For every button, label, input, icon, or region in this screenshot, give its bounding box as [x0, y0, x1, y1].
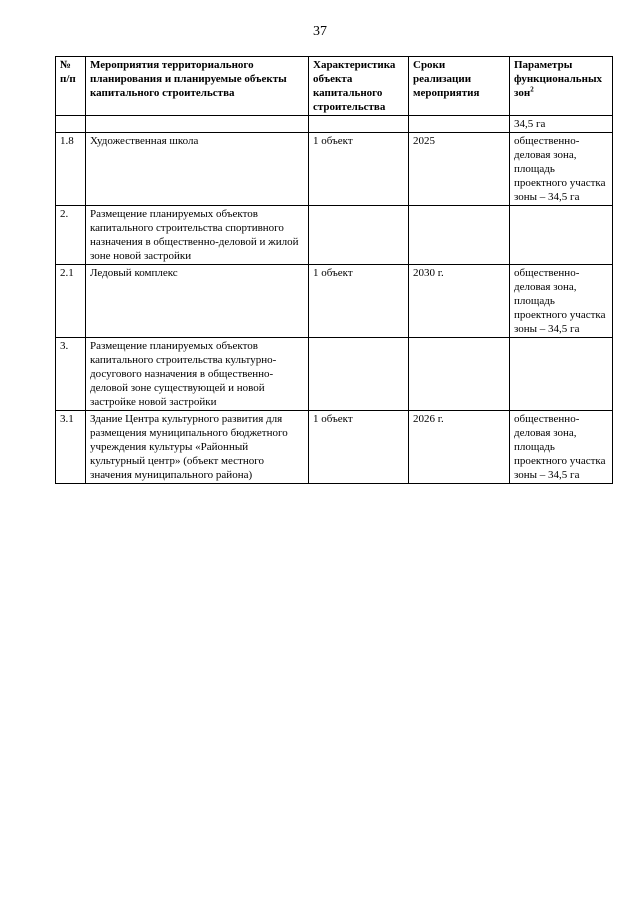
cell-terms [409, 206, 510, 265]
cell-section-title: Размещение планируемых объектов капитального строительства культурно-досугового назначения в общественно-деловой зоне существующей и новой застройке новой застройки [86, 338, 309, 411]
cell-num [56, 116, 86, 133]
cell-characteristic: 1 объект [309, 411, 409, 484]
table-row [56, 411, 613, 484]
cell-num: 3. [56, 338, 86, 411]
cell-params: 34,5 га [510, 116, 613, 133]
cell-characteristic: 1 объект [309, 133, 409, 206]
cell-event: Ледовый комплекс [86, 265, 309, 338]
table-body [56, 116, 613, 484]
page-number: 37 [313, 24, 327, 39]
cell-num: 3.1 [56, 411, 86, 484]
footnote-marker: 2 [530, 85, 534, 94]
cell-terms: 2030 г. [409, 265, 510, 338]
cell-params [510, 338, 613, 411]
cell-num: 1.8 [56, 133, 86, 206]
header-event: Мероприятия территориального планирования и планируемые объекты капитального строительства [86, 57, 309, 116]
cell-terms [409, 116, 510, 133]
cell-event: Художественная школа [86, 133, 309, 206]
cell-params: общественно-деловая зона, площадь проектного участка зоны – 34,5 га [510, 265, 613, 338]
cell-params: общественно-деловая зона, площадь проектного участка зоны – 34,5 га [510, 133, 613, 206]
cell-characteristic [309, 338, 409, 411]
cell-terms [409, 338, 510, 411]
cell-characteristic [309, 206, 409, 265]
table-row [56, 133, 613, 206]
cell-params [510, 206, 613, 265]
table-row [56, 265, 613, 338]
planning-table [55, 56, 613, 484]
table-section-row [56, 338, 613, 411]
cell-section-title: Размещение планируемых объектов капитального строительства спортивного назначения в общественно-деловой и жилой зоне новой застройки [86, 206, 309, 265]
table-header-row [56, 57, 613, 116]
header-num: № п/п [56, 57, 86, 116]
table-section-row [56, 206, 613, 265]
cell-terms: 2025 [409, 133, 510, 206]
header-params-text: Параметры функциональных зон [514, 59, 603, 99]
cell-params: общественно-деловая зона, площадь проектного участка зоны – 34,5 га [510, 411, 613, 484]
cell-event [86, 116, 309, 133]
cell-num: 2. [56, 206, 86, 265]
header-characteristic: Характеристика объекта капитального строительства [309, 57, 409, 116]
header-params [510, 57, 613, 116]
table-row [56, 116, 613, 133]
cell-num: 2.1 [56, 265, 86, 338]
header-terms: Сроки реализации мероприятия [409, 57, 510, 116]
cell-characteristic [309, 116, 409, 133]
cell-terms: 2026 г. [409, 411, 510, 484]
cell-characteristic: 1 объект [309, 265, 409, 338]
cell-event: Здание Центра культурного развития для размещения муниципального бюджетного учреждения культуры «Районный культурный центр» (объект местного значения муниципального района) [86, 411, 309, 484]
